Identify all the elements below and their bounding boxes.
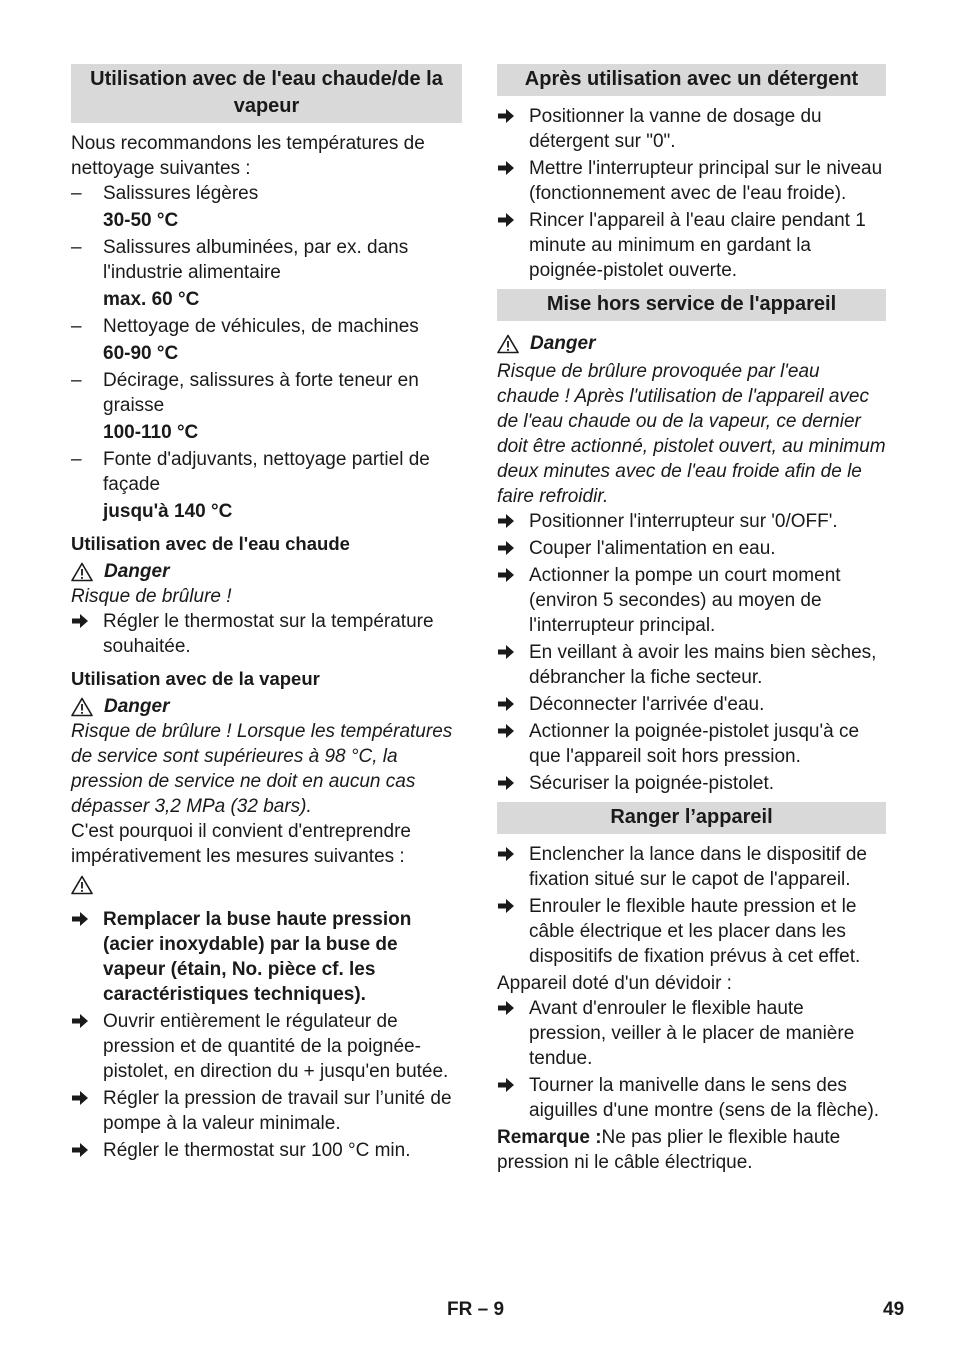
list-item xyxy=(497,771,886,796)
right-arrow-icon xyxy=(497,775,515,791)
list-item xyxy=(71,907,462,1007)
dash-bullet: – xyxy=(71,316,82,337)
note-text: C'est pourquoi il convient d'entreprendre impérativement les mesures suivantes : xyxy=(71,821,411,867)
temp-value: jusqu'à 140 °C xyxy=(103,501,233,522)
dash-bullet: – xyxy=(71,370,82,391)
list-item xyxy=(497,104,886,154)
section-title-hot-water-steam: Utilisation avec de l'eau chaude/de la vapeur xyxy=(71,64,462,123)
section-title-storage: Ranger l’appareil xyxy=(497,802,886,834)
right-arrow-icon xyxy=(497,513,515,529)
step-text: Positionner l'interrupteur sur '0/OFF'. xyxy=(529,511,838,532)
right-arrow-icon xyxy=(497,644,515,660)
reel-intro: Appareil doté d'un dévidoir : xyxy=(497,973,732,994)
warning-text: Risque de brûlure ! xyxy=(71,586,232,607)
temperature-list xyxy=(71,181,462,524)
list-item xyxy=(497,208,886,283)
step-text: Avant d'enrouler le flexible haute pression, veiller à le placer de manière tendue. xyxy=(529,998,855,1069)
list-item xyxy=(497,894,886,969)
step-text: Déconnecter l'arrivée d'eau. xyxy=(529,694,765,715)
step-text: Ouvrir entièrement le régulateur de pression et de quantité de la poignée-pistolet, en direction du + jusqu'en butée. xyxy=(103,1011,449,1082)
step-text: Enclencher la lance dans le dispositif de fixation situé sur le capot de l'appareil. xyxy=(529,844,867,890)
right-arrow-icon xyxy=(497,898,515,914)
list-item xyxy=(497,719,886,769)
list-item xyxy=(497,996,886,1071)
section-title-detergent: Après utilisation avec un détergent xyxy=(497,64,886,96)
subheading-hot-water: Utilisation avec de l'eau chaude xyxy=(71,533,350,554)
temp-label: Fonte d'adjuvants, nettoyage partiel de façade xyxy=(103,449,430,495)
step-text: Actionner la pompe un court moment (environ 5 secondes) au moyen de l'interrupteur principal. xyxy=(529,565,841,636)
danger-text: Danger xyxy=(530,333,596,354)
temp-value: 60-90 °C xyxy=(103,343,179,364)
warning-triangle-icon xyxy=(71,875,93,895)
list-item xyxy=(71,609,462,659)
list-item xyxy=(71,1138,462,1163)
temp-value: max. 60 °C xyxy=(103,289,200,310)
list-item xyxy=(497,640,886,690)
right-arrow-icon xyxy=(497,1077,515,1093)
step-text: En veillant à avoir les mains bien sèches, débrancher la fiche secteur. xyxy=(529,642,877,688)
list-item xyxy=(497,536,886,561)
dash-bullet: – xyxy=(71,449,82,470)
right-arrow-icon xyxy=(497,1000,515,1016)
remark-label: Remarque : xyxy=(497,1127,602,1148)
page-number: 49 xyxy=(883,1299,905,1320)
step-text: Remplacer la buse haute pression (acier inoxydable) par la buse de vapeur (étain, No. pièce cf. les caractéristiques techniques). xyxy=(103,909,412,1005)
temp-label: Décirage, salissures à forte teneur en graisse xyxy=(103,370,419,416)
right-arrow-icon xyxy=(497,696,515,712)
warning-triangle-icon xyxy=(497,334,519,354)
right-arrow-icon xyxy=(71,911,89,927)
left-column xyxy=(71,64,462,1165)
list-item xyxy=(71,235,462,285)
warning-triangle-icon xyxy=(71,697,93,717)
list-item xyxy=(497,509,886,534)
danger-label xyxy=(71,694,462,719)
right-arrow-icon xyxy=(497,108,515,124)
right-arrow-icon xyxy=(497,723,515,739)
list-item xyxy=(71,1086,462,1136)
step-text: Enrouler le flexible haute pression et le câble électrique et les placer dans les dispositifs de fixation prévus à cet effet. xyxy=(529,896,861,967)
temp-value: 100-110 °C xyxy=(103,422,199,443)
list-item xyxy=(497,563,886,638)
subheading-steam: Utilisation avec de la vapeur xyxy=(71,668,320,689)
temp-value: 30-50 °C xyxy=(103,210,179,231)
right-arrow-icon xyxy=(497,846,515,862)
intro-text: Nous recommandons les températures de nettoyage suivantes : xyxy=(71,133,425,179)
danger-text: Danger xyxy=(104,696,170,717)
list-item xyxy=(71,447,462,497)
list-item xyxy=(497,842,886,892)
right-arrow-icon xyxy=(497,567,515,583)
right-arrow-icon xyxy=(497,212,515,228)
step-text: Couper l'alimentation en eau. xyxy=(529,538,776,559)
warning-text: Risque de brûlure ! Lorsque les températures de service sont supérieures à 98 °C, la pression de service ne doit en aucun cas dépasser 3,2 MPa (32 bars). xyxy=(71,721,453,817)
step-text: Rincer l'appareil à l'eau claire pendant 1 minute au minimum en gardant la poignée-pistolet ouverte. xyxy=(529,210,866,281)
step-text: Actionner la poignée-pistolet jusqu'à ce que l'appareil soit hors pression. xyxy=(529,721,860,767)
step-text: Régler la pression de travail sur l’unité de pompe à la valeur minimale. xyxy=(103,1088,452,1134)
step-text: Régler le thermostat sur 100 °C min. xyxy=(103,1140,411,1161)
list-item xyxy=(71,368,462,418)
step-text: Régler le thermostat sur la température souhaitée. xyxy=(103,611,434,657)
temp-label: Nettoyage de véhicules, de machines xyxy=(103,316,419,337)
footer-language-code: FR – 9 xyxy=(447,1299,505,1320)
remark-text: Ne pas plier le flexible haute pression ni le câble électrique. xyxy=(497,1127,841,1173)
right-arrow-icon xyxy=(71,613,89,629)
right-arrow-icon xyxy=(71,1142,89,1158)
step-text: Sécuriser la poignée-pistolet. xyxy=(529,773,775,794)
right-column xyxy=(497,64,886,1175)
step-text: Tourner la manivelle dans le sens des aiguilles d'une montre (sens de la flèche). xyxy=(529,1075,880,1121)
warning-symbol xyxy=(71,875,462,897)
right-arrow-icon xyxy=(71,1090,89,1106)
dash-bullet: – xyxy=(71,237,82,258)
danger-label xyxy=(497,331,886,356)
dash-bullet: – xyxy=(71,183,82,204)
danger-text: Danger xyxy=(104,561,170,582)
list-item xyxy=(71,314,462,339)
right-arrow-icon xyxy=(497,540,515,556)
list-item xyxy=(497,692,886,717)
right-arrow-icon xyxy=(497,160,515,176)
warning-text: Risque de brûlure provoquée par l'eau chaude ! Après l'utilisation de l'appareil avec de l'eau chaude ou de la vapeur, ce dernier doit être actionné, pistolet ouvert, au minimum deux minutes avec de l'eau froide afin de le faire refroidir. xyxy=(497,361,886,507)
temp-label: Salissures légères xyxy=(103,183,259,204)
right-arrow-icon xyxy=(71,1013,89,1029)
section-title-shutdown: Mise hors service de l'appareil xyxy=(497,289,886,321)
remark xyxy=(497,1125,886,1175)
step-text: Positionner la vanne de dosage du détergent sur "0". xyxy=(529,106,822,152)
danger-label xyxy=(71,559,462,584)
list-item xyxy=(497,156,886,206)
temp-label: Salissures albuminées, par ex. dans l'industrie alimentaire xyxy=(103,237,409,283)
warning-triangle-icon xyxy=(71,562,93,582)
list-item xyxy=(497,1073,886,1123)
list-item xyxy=(71,1009,462,1084)
list-item xyxy=(71,181,462,206)
step-text: Mettre l'interrupteur principal sur le niveau (fonctionnement avec de l'eau froide). xyxy=(529,158,883,204)
